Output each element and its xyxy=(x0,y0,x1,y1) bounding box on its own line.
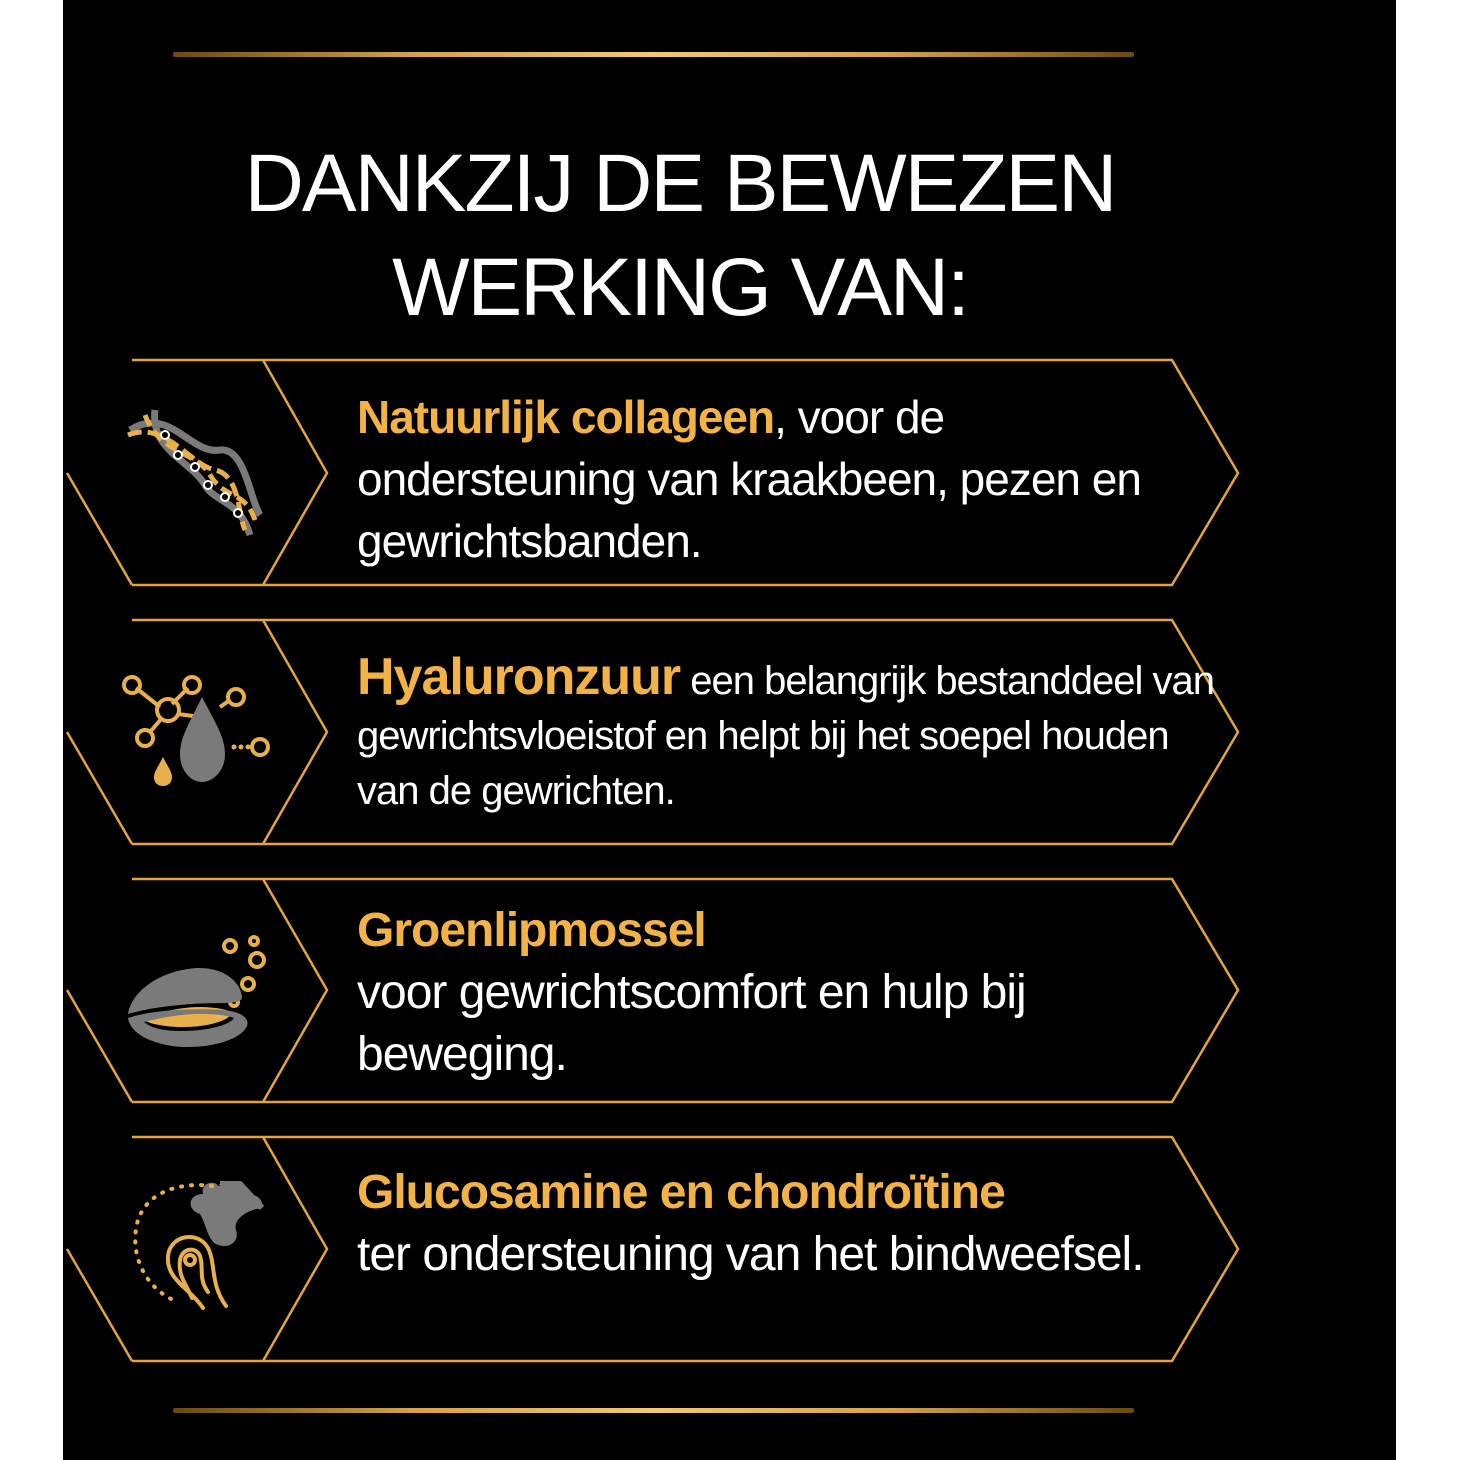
item-3-description: voor gewrichtscomfort en hulp bij beweging. xyxy=(357,966,1026,1081)
item-1-text xyxy=(357,386,1197,572)
item-3-text xyxy=(357,900,1197,1086)
joint-bone-icon xyxy=(128,1180,268,1320)
collagen-helix-icon xyxy=(120,405,270,540)
bottom-divider xyxy=(173,1408,1134,1413)
item-2-text xyxy=(357,650,1217,819)
item-1-highlight: Natuurlijk collageen xyxy=(357,391,775,443)
item-2-description: een belangrijk bestanddeel van gewrichtsvloeistof en helpt bij het soepel houden van de gewrichten. xyxy=(357,659,1215,813)
title-line-1: DANKZIJ DE BEWEZEN xyxy=(244,138,1116,229)
title-line-2: WERKING VAN: xyxy=(392,242,968,333)
item-4-highlight: Glucosamine en chondroïtine xyxy=(357,1166,1005,1219)
item-4-description: ter ondersteuning van het bindweefsel. xyxy=(357,1228,1144,1281)
item-3-highlight: Groenlipmossel xyxy=(357,904,706,957)
item-1-description: , voor de ondersteuning van kraakbeen, pezen en gewrichtsbanden. xyxy=(357,391,1141,567)
item-4-text xyxy=(357,1162,1197,1286)
item-2-highlight: Hyaluronzuur xyxy=(357,648,681,706)
mussel-shell-icon xyxy=(122,930,272,1055)
hyaluronic-molecule-drop-icon xyxy=(120,672,280,792)
